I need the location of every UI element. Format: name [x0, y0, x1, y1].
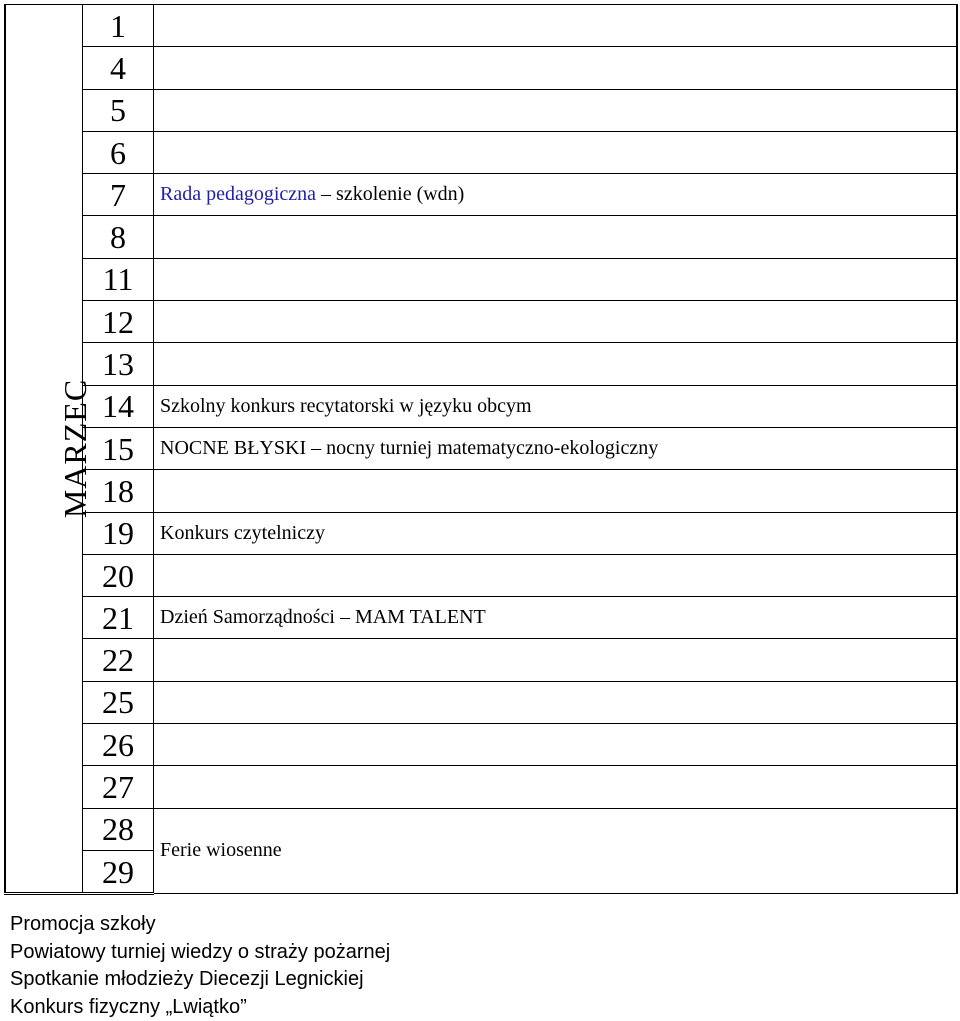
- event-ferie-wiosenne: Ferie wiosenne: [154, 808, 958, 894]
- event-cell: [154, 89, 958, 131]
- day-number: 18: [83, 470, 154, 512]
- event-konkurs-czytelniczy: Konkurs czytelniczy: [154, 512, 958, 554]
- event-cell: [154, 131, 958, 173]
- list-item: Promocja szkoły: [10, 913, 156, 935]
- table-row: [5, 385, 957, 427]
- table-row: [5, 597, 957, 639]
- table-row: [5, 301, 957, 343]
- event-cell: [154, 343, 958, 385]
- table-row: [5, 639, 957, 681]
- table-row: [5, 512, 957, 554]
- table-row: [5, 47, 957, 89]
- table-row: [5, 258, 957, 300]
- table-row: [5, 554, 957, 596]
- event-cell: [154, 216, 958, 258]
- table-row: [5, 681, 957, 723]
- table-row: [5, 808, 957, 850]
- list-item: Powiatowy turniej wiedzy o straży pożarnej: [10, 940, 391, 963]
- event-cell: [154, 639, 958, 681]
- event-cell: [154, 258, 958, 300]
- list-item: Spotkanie młodzieży Diecezji Legnickiej: [10, 968, 364, 990]
- day-number: 19: [83, 512, 154, 554]
- day-number: 11: [83, 258, 154, 300]
- day-number: 20: [83, 554, 154, 596]
- day-number: 13: [83, 343, 154, 385]
- calendar-table: [4, 4, 958, 895]
- day-number: 15: [83, 427, 154, 469]
- table-row: [5, 131, 957, 173]
- day-number: 22: [83, 639, 154, 681]
- event-cell: [154, 47, 958, 89]
- event-cell: [154, 5, 958, 47]
- event-cell: [154, 724, 958, 766]
- event-cell: [154, 681, 958, 723]
- event-cell: [154, 470, 958, 512]
- day-number: 21: [83, 597, 154, 639]
- table-row: [5, 766, 957, 808]
- table-row: [5, 343, 957, 385]
- day-number: 1: [83, 5, 154, 47]
- event-cell: [154, 554, 958, 596]
- event-cell: [154, 174, 958, 216]
- day-number: 4: [83, 47, 154, 89]
- table-row: [5, 427, 957, 469]
- day-number: 5: [83, 89, 154, 131]
- table-row: [5, 724, 957, 766]
- table-row: [5, 174, 957, 216]
- day-number: 7: [83, 174, 154, 216]
- event-cell: [154, 766, 958, 808]
- month-cell: [5, 5, 94, 894]
- table-row: [5, 470, 957, 512]
- day-number: 6: [83, 131, 154, 173]
- table-row: [5, 216, 957, 258]
- event-konkurs-recytatorski: Szkolny konkurs recytatorski w języku obcym: [154, 385, 958, 427]
- event-rada-szkolenie: – szkolenie (wdn): [321, 183, 465, 206]
- day-number: 12: [83, 301, 154, 343]
- table-row: [5, 89, 957, 131]
- event-nocne-blyski: NOCNE BŁYSKI – nocny turniej matematyczno-ekologiczny: [154, 427, 958, 469]
- day-number: 8: [83, 216, 154, 258]
- other-events-list: [10, 911, 390, 1021]
- event-dzien-samorzadnosci: Dzień Samorządności – MAM TALENT: [154, 597, 958, 639]
- day-number: 25: [83, 681, 154, 723]
- day-number: 28: [83, 808, 154, 850]
- event-cell: [154, 301, 958, 343]
- month-label: MARZEC: [57, 378, 94, 519]
- day-number: 27: [83, 766, 154, 808]
- event-rada-pedagogiczna: Rada pedagogiczna: [160, 183, 317, 206]
- day-number: 14: [83, 385, 154, 427]
- day-number: 26: [83, 724, 154, 766]
- day-number: 29: [83, 850, 154, 893]
- list-item: Konkurs fizyczny „Lwiątko”: [10, 995, 247, 1018]
- table-row: [5, 5, 957, 47]
